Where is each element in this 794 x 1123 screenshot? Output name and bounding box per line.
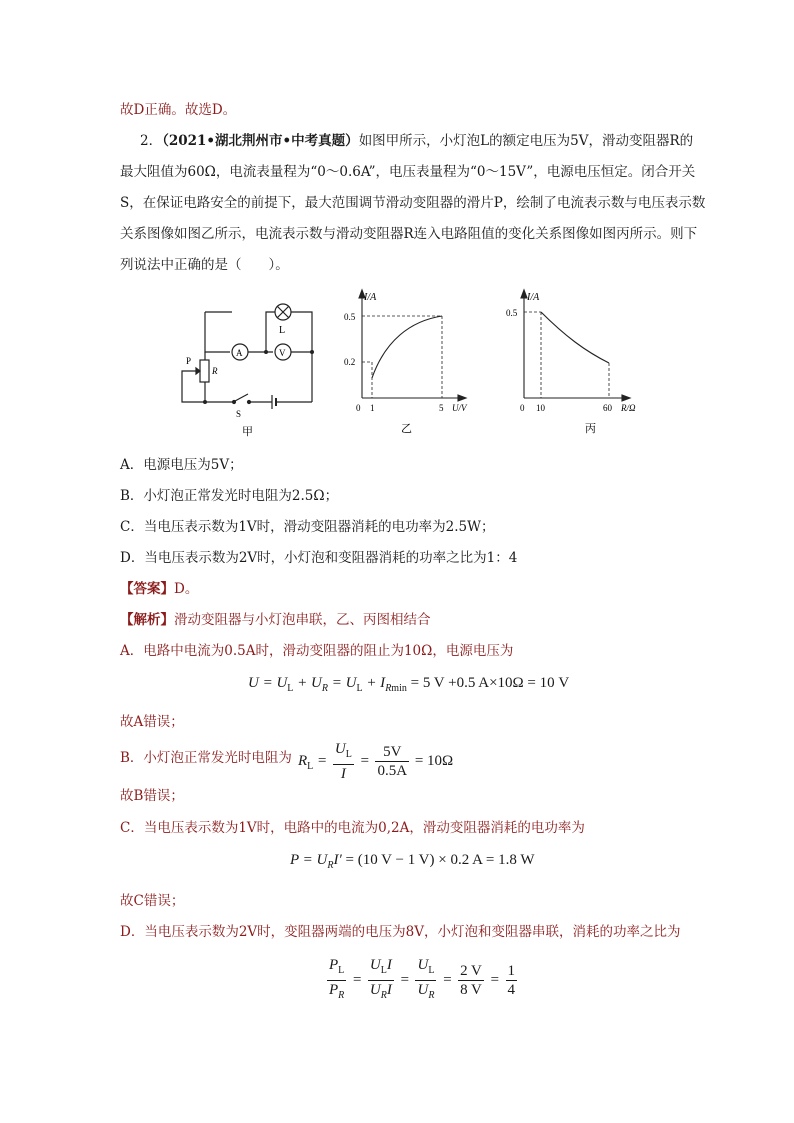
caption-yi: 乙 xyxy=(401,423,412,435)
analysis-c-conclusion: 故C错误； xyxy=(120,893,185,909)
yi-x-label: U/V xyxy=(452,403,467,413)
question-line-2: 最大阻值为60Ω，电流表量程为“0～0.6A”，电压表量程为“0～15V”，电源电压恒定。闭合开关 xyxy=(120,164,696,180)
analysis-b-line xyxy=(120,748,292,768)
answer-value: D。 xyxy=(174,581,199,597)
label-voltmeter: V xyxy=(279,348,286,358)
yi-y-tick-1: 0.2 xyxy=(344,357,356,367)
bing-y-label: I/A xyxy=(527,292,540,303)
label-slider: P xyxy=(186,356,192,366)
option-a: A．电源电压为5V； xyxy=(120,457,243,473)
label-ammeter: A xyxy=(236,348,243,358)
label-rheostat: R xyxy=(212,366,218,376)
bing-y-tick-0: 0.5 xyxy=(506,308,518,318)
bing-x-tick-1: 10 xyxy=(536,403,545,413)
bing-curve xyxy=(541,312,609,363)
question-text-1: 如图甲所示，小灯泡L的额定电压为5V，滑动变阻器R的 xyxy=(358,133,694,149)
bing-x-label: R/Ω xyxy=(621,403,636,413)
question-line-3: S，在保证电路安全的前提下，最大范围调节滑动变阻器的滑片P，绘制了电流表示数与电压表示数 xyxy=(120,195,706,211)
yi-x-tick-2: 5 xyxy=(439,403,444,413)
analysis-d-text: D．当电压表示数为2V时，变阻器两端的电压为8V，小灯泡和变阻器串联，消耗的功率之比为 xyxy=(120,924,681,940)
yi-curve xyxy=(372,316,442,378)
caption-bing: 丙 xyxy=(585,423,596,435)
question-number: 2． xyxy=(140,133,163,149)
previous-conclusion: 故D正确。故选D。 xyxy=(120,102,237,118)
yi-x-tick-0: 0 xyxy=(356,403,361,413)
answer-label: 【答案】 xyxy=(120,581,174,597)
option-b: B．小灯泡正常发光时电阻为2.5Ω； xyxy=(120,488,339,504)
option-c: C．当电压表示数为1V时，滑动变阻器消耗的电功率为2.5W； xyxy=(120,519,495,535)
analysis-b-text: B．小灯泡正常发光时电阻为 xyxy=(120,750,292,766)
equation-c: $P = U_RI' = (10$ V − 1 V) × 0.2 A = 1.8 W xyxy=(290,852,535,871)
graph-bing xyxy=(500,286,650,436)
option-d: D．当电压表示数为2V时，小灯泡和变阻器消耗的功率之比为1：4 xyxy=(120,550,518,566)
yi-x-tick-1: 1 xyxy=(370,403,375,413)
analysis-a-conclusion: 故A错误； xyxy=(120,714,184,730)
graph-yi xyxy=(340,286,480,436)
circuit-diagram-jia xyxy=(170,290,330,440)
question-source: （2021•湖北荆州市•中考真题） xyxy=(162,133,359,149)
analysis-a-text: A．电路中电流为0.5A时，滑动变阻器的阻止为10Ω，电源电压为 xyxy=(120,643,514,659)
question-line-1 xyxy=(140,131,693,151)
analysis-b-conclusion: 故B错误； xyxy=(120,788,184,804)
label-switch: S xyxy=(236,409,242,419)
equation-d: $\frac{P_L}{P_R}$ = $\frac{U_LI}{U_RI}$ = $\frac{U_L}{U_R}$ = $\frac{2 V}{8 V}$ = $\frac{1}{4}$ xyxy=(329,957,515,1001)
equation-a: $U = U_L + U_R = U_L + I_{Rmin} = 5$ V +0.5 A×10Ω = 10 V xyxy=(248,675,570,694)
analysis-c-text: C．当电压表示数为1V时，电路中的电流为0,2A，滑动变阻器消耗的电功率为 xyxy=(120,820,585,836)
analysis-label: 【解析】 xyxy=(120,612,174,628)
question-line-5: 列说法中正确的是（ ）。 xyxy=(120,257,289,273)
equation-b: $R_L$ = $\frac{U_L}{I}$ = $\frac{5V}{0.5A}$ = 10Ω xyxy=(298,741,454,782)
yi-y-tick-0: 0.5 xyxy=(344,312,356,322)
question-line-4: 关系图像如图乙所示，电流表示数与滑动变阻器R连入电路阻值的变化关系图像如图丙所示。则下 xyxy=(120,226,698,242)
label-lamp: L xyxy=(279,325,286,336)
bing-x-tick-2: 60 xyxy=(603,403,612,413)
caption-jia: 甲 xyxy=(242,426,253,438)
analysis-line xyxy=(120,610,431,630)
rheostat-symbol xyxy=(200,360,209,382)
analysis-intro: 滑动变阻器与小灯泡串联，乙、丙图相结合 xyxy=(174,612,431,628)
answer-line xyxy=(120,579,198,599)
bing-x-tick-0: 0 xyxy=(520,403,525,413)
yi-y-label: I/A xyxy=(364,292,377,303)
